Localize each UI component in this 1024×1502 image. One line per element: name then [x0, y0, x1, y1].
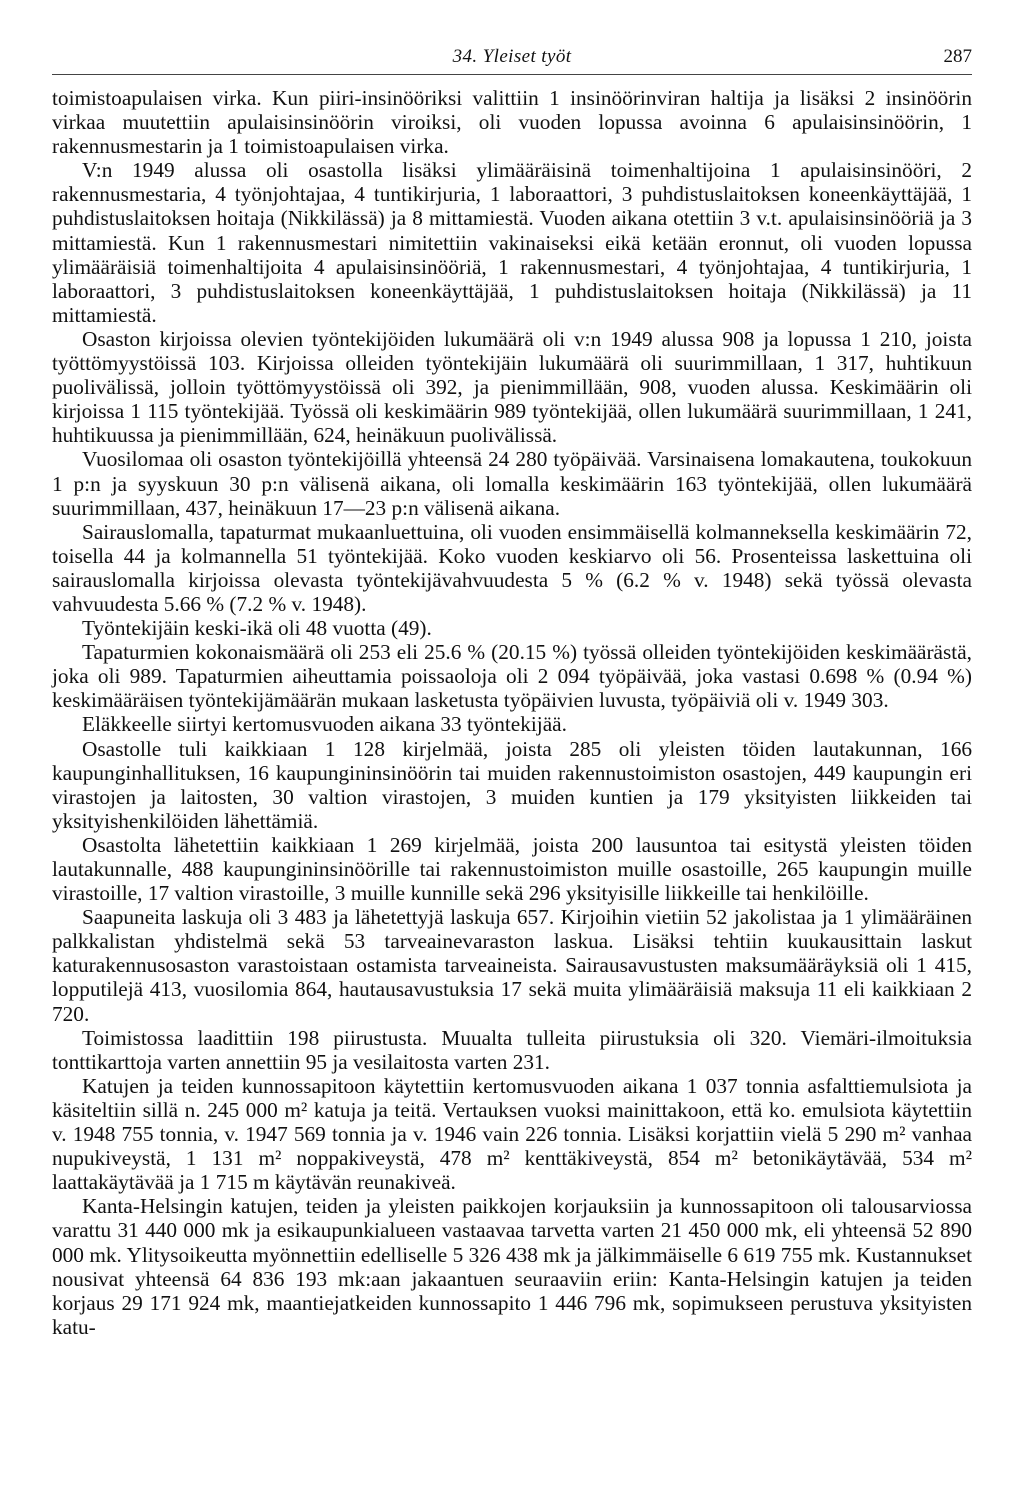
paragraph: Sairauslomalla, tapaturmat mukaanluettuina, oli vuoden ensimmäisellä kolmanneksella keskimäärin 72, toisella 44 ja kolmannella 51 työntekijää. Koko vuoden keskiarvo oli 56. Prosenteissa laskettuina oli sairauslomalla kirjoissa olevasta työntekijävahvuudesta 5 % (6.2 % v. 1948) sekä työssä olevasta vahvuudesta 5.66 % (7.2 % v. 1948).: [52, 519, 972, 616]
paragraph: Osastolle tuli kaikkiaan 1 128 kirjelmää, joista 285 oli yleisten töiden lautakunnan, 166 kaupunginhallituksen, 16 kaupungininsinöörin tai muiden rakennustoimiston osastojen, 449 kaupungin eri virastojen ja laitosten, 30 valtion virastojen, 3 muiden kuntien ja 179 yksityisten liikkeiden tai yksityishenkilöiden lähettämiä.: [52, 736, 972, 833]
running-title: 34. Yleiset työt: [452, 46, 572, 67]
paragraph: Kanta-Helsingin katujen, teiden ja yleisten paikkojen korjauksiin ja kunnossapitoon oli talousarviossa varattu 31 440 000 mk ja esikaupunkialueen vastaavaa tarvetta varten 21 450 000 mk, eli yhteensä 52 890 000 mk. Ylitysoikeutta myönnettiin edelliselle 5 326 438 mk ja jälkimmäiselle 6 619 755 mk. Kustannukset nousivat yhteensä 64 836 193 mk:aan jakaantuen seuraaviin eriin: Kanta-Helsingin katujen ja teiden korjaus 29 171 924 mk, maantiejatkeiden kunnossapito 1 446 796 mk, sopimukseen perustuva yksityisten katu-: [52, 1194, 972, 1339]
page-number: 287: [943, 46, 972, 67]
paragraph: toimistoapulaisen virka. Kun piiri-insinööriksi valittiin 1 insinöörinviran haltija ja lisäksi 2 insinöörin virkaa muutettiin apulaisinsinöörin viroiksi, oli vuoden lopussa avoinna 6 apulaisinsinöörin, 1 rakennusmestarin ja 1 toimistoapulaisen virka.: [52, 86, 972, 159]
paragraph: Tapaturmien kokonaismäärä oli 253 eli 25.6 % (20.15 %) työssä olleiden työntekijöiden keskimäärästä, joka oli 989. Tapaturmien aiheuttamia poissaoloja oli 2 094 työpäivää, joka vastasi 0.698 % (0.94 %) keskimääräisen työntekijämäärän mukaan lasketusta työpäivien luvusta, työpäiviä oli v. 1949 303.: [52, 640, 972, 713]
paragraph: Osaston kirjoissa olevien työntekijöiden lukumäärä oli v:n 1949 alussa 908 ja lopussa 1 210, joista työttömyystöissä 103. Kirjoissa olleiden työntekijäin lukumäärä oli suurimmillaan, 1 317, huhtikuun puolivälissä, jolloin työttömyystöissä oli 392, ja pienimmillään, 908, vuoden alussa. Keskimäärin oli kirjoissa 1 115 työntekijää. Työssä oli keskimäärin 989 työntekijää, ollen lukumäärä suurimmillaan, 1 241, huhtikuussa ja pienimmillään, 624, heinäkuun puolivälissä.: [52, 326, 972, 448]
paragraph: Katujen ja teiden kunnossapitoon käytettiin kertomusvuoden aikana 1 037 tonnia asfalttiemulsiota ja käsiteltiin sillä n. 245 000 m² katuja ja teitä. Vertauksen vuoksi mainittakoon, että ko. emulsiota käytettiin v. 1948 755 tonnia, v. 1947 569 tonnia ja v. 1946 vain 226 tonnia. Lisäksi korjattiin vielä 5 290 m² vanhaa nupukiveystä, 1 131 m² noppakiveystä, 478 m² kenttäkiveystä, 854 m² betonikäytävää, 534 m² laattakäytävää ja 1 715 m käytävän reunakiveä.: [52, 1073, 972, 1195]
page-header: [52, 44, 972, 75]
paragraph: Työntekijäin keski-ikä oli 48 vuotta (49).: [82, 616, 432, 641]
paragraph: Toimistossa laadittiin 198 piirustusta. Muualta tulleita piirustuksia oli 320. Viemäri-ilmoituksia tonttikarttoja varten annettiin 95 ja vesilaitosta varten 231.: [52, 1025, 972, 1074]
paragraph: Osastolta lähetettiin kaikkiaan 1 269 kirjelmää, joista 200 lausuntoa tai esitystä yleisten töiden lautakunnalle, 488 kaupungininsinöörille tai rakennustoimiston muille osastoille, 265 kaupungin muille virastoille, 17 valtion virastoille, 3 muille kunnille sekä 296 yksityisille liikkeille tai henkilöille.: [52, 832, 972, 906]
paragraph: V:n 1949 alussa oli osastolla lisäksi ylimääräisinä toimenhaltijoina 1 apulaisinsinööri, 2 rakennusmestaria, 4 työnjohtajaa, 4 tuntikirjuria, 1 laboraattori, 3 puhdistuslaitoksen koneenkäyttäjää, 1 puhdistuslaitoksen hoitaja (Nikkilässä) ja 8 mittamiestä. Vuoden aikana otettiin 3 v.t. apulaisinsinööriä ja 3 mittamiestä. Kun 1 rakennusmestari nimitettiin vakinaiseksi eikä ketään eronnut, oli vuoden lopussa ylimääräisiä toimenhaltijoita 4 apulaisinsinööriä, 1 rakennusmestari, 4 työnjohtajaa, 4 tuntikirjuria, 1 laboraattori, 3 puhdistuslaitoksen koneenkäyttäjää, 1 puhdistuslaitoksen hoitaja (Nikkilässä) ja 11 mittamiestä.: [52, 158, 972, 327]
paragraph: Eläkkeelle siirtyi kertomusvuoden aikana 33 työntekijää.: [82, 712, 567, 737]
body-text: [52, 86, 972, 1339]
paragraph: Vuosilomaa oli osaston työntekijöillä yhteensä 24 280 työpäivää. Varsinaisena lomakautena, toukokuun 1 p:n ja syyskuun 30 p:n välisenä aikana, oli lomalla keskimäärin 163 työntekijää, ollen lukumäärä suurimmillaan, 437, heinäkuun 17—23 p:n välisenä aikana.: [52, 447, 972, 520]
paragraph: Saapuneita laskuja oli 3 483 ja lähetettyjä laskuja 657. Kirjoihin vietiin 52 jakolistaa ja 1 ylimääräinen palkkalistan yhdistelmä sekä 53 tarveainevaraston laskua. Lisäksi tehtiin kuukausittain laskut katurakennusosaston varastoistaan ostamista tarveaineista. Sairausavustusten maksumääräyksiä oli 1 415, lopputilejä 413, vuosilomia 864, hautausavustuksia 17 sekä muita ylimääräisiä maksuja 11 eli kaikkiaan 2 720.: [52, 905, 972, 1026]
